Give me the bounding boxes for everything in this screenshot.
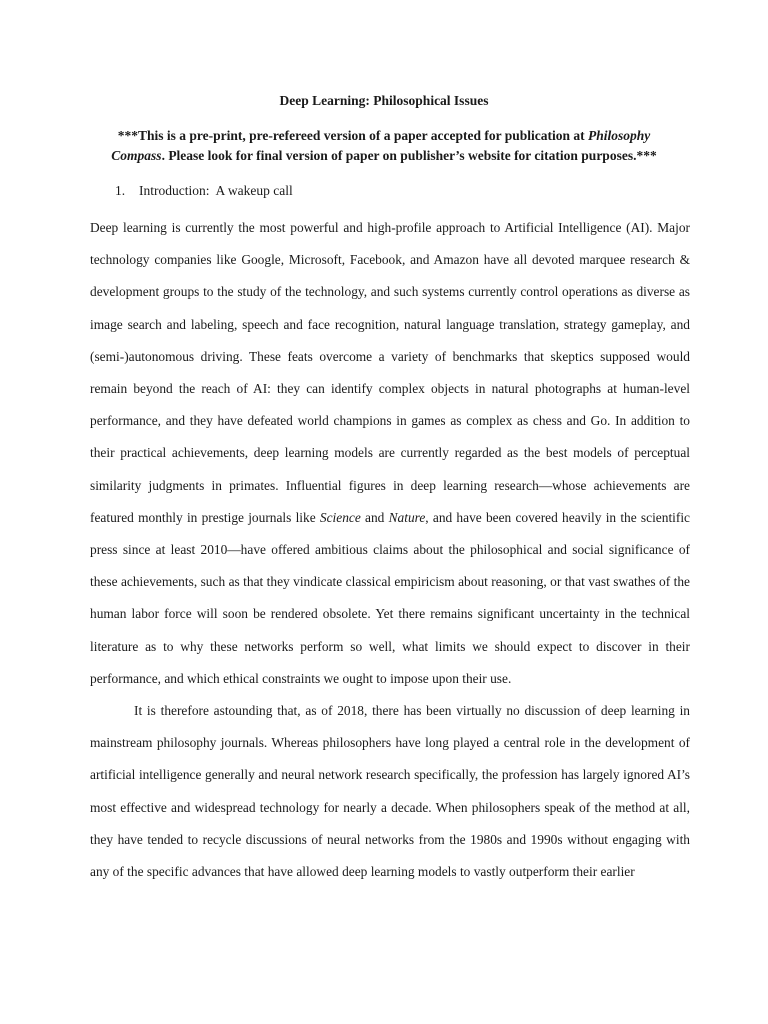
journal-name: Philosophy Compass [111,128,651,163]
body-text [90,212,690,888]
paragraph-1-and: and [360,509,389,525]
journal-science: Science [319,509,361,525]
section-number: 1. [115,183,126,198]
preprint-notice [100,126,668,166]
paragraph-1-text-a: Deep learning is currently the most powerful and high-profile approach to Artificial Intelligence (AI). Major technology companies like Google, Microsoft, Facebook, and Amazon have all devoted marquee research & development groups to the study of the technology, and such systems currently control operations as diverse as image search and labeling, speech and face recognition, natural language translation, strategy gameplay, and (semi-)autonomous driving. These feats overcome a variety of benchmarks that skeptics supposed would remain beyond the reach of AI: they can identify complex objects in natural photographs at human-level performance, and they have defeated world champions in games as complex as chess and Go. In addition to their practical achievements, deep learning models are currently regarded as the best models of perceptual similarity judgments in primates. Influential figures in deep learning research—whose achievements are featured monthly in prestige journals like [90,220,690,525]
paragraph-1-text-b: , and have been covered heavily in the scientific press since at least 2010—have offered ambitious claims about the philosophical and social significance of these achievements, such as that they vindicate classical empiricism about reasoning, or that vast swathes of the human labor force will soon be rendered obsolete. Yet there remains significant uncertainty in the technical literature as to why these networks perform so well, what limits we should expect to discover in their performance, and which ethical constraints we ought to impose upon their use. [90,509,691,686]
preprint-notice-text-end: . Please look for final version of paper on publisher’s website for citation purposes.*** [161,148,657,163]
paragraph-1 [90,212,690,695]
paper-title: Deep Learning: Philosophical Issues [279,93,489,108]
section-heading [115,182,293,200]
paragraph-2: It is therefore astounding that, as of 2018, there has been virtually no discussion of deep learning in mainstream philosophy journals. Whereas philosophers have long played a central role in the development of artificial intelligence generally and neural network research specifically, the profession has largely ignored AI’s most effective and widespread technology for nearly a decade. When philosophers speak of the method at all, they have tended to recycle discussions of neural networks from the 1980s and 1990s without engaging with any of the specific advances that have allowed deep learning models to vastly outperform their earlier [90,703,690,880]
journal-nature: Nature [388,509,426,525]
section-title: Introduction: A wakeup call [139,183,293,198]
preprint-notice-text: ***This is a pre-print, pre-refereed version of a paper accepted for publication at [117,128,588,143]
